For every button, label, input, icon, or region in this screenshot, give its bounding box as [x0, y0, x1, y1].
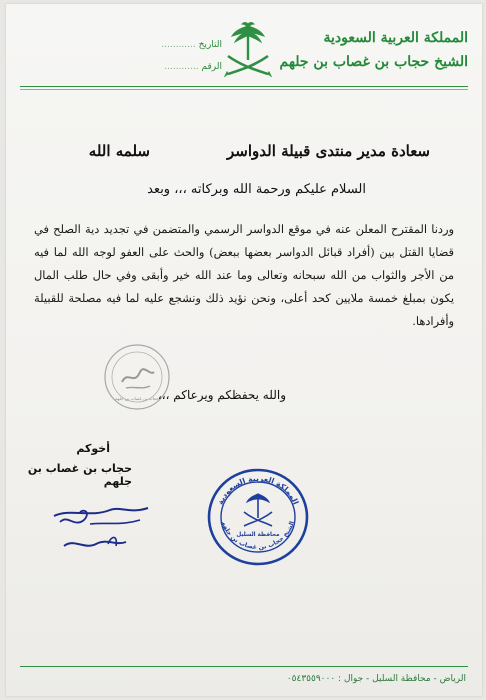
closing: والله يحفظكم ويرعاكم ،،،: [157, 388, 286, 402]
seal-inner-text: محافظة السليل: [236, 532, 280, 538]
sheikh-name: الشيخ حجاب بن غصاب بن جلهم: [279, 54, 468, 70]
saudi-emblem-icon: [218, 20, 278, 82]
date-label: التاريخ: [198, 40, 222, 50]
date-ref-block: [102, 40, 222, 84]
org-name: المملكة العربية السعودية: [323, 30, 468, 46]
signoff-line2: حجاب بن غصاب بن جلهم: [27, 462, 132, 488]
seal-outer-text: المملكة العربية السعودية: [215, 473, 301, 506]
greeting: السلام عليكم ورحمة الله وبركاته ،،، وبعد: [147, 182, 366, 197]
letter-page: [6, 4, 482, 696]
date-dots: ............: [161, 40, 196, 50]
seal-bottom-text: الشيخ حجاب بن غصاب بن جلهم: [219, 520, 296, 552]
round-stamp-text: حجاب بن غصاب بن جلهم: [114, 396, 160, 401]
footer-contact: الرياض - محافظة السليل - جوال : ٠٥٤٣٥٥٩٠٠٠: [286, 674, 466, 684]
ref-dots: ............: [164, 62, 199, 72]
header-divider: [20, 86, 468, 87]
seal-emblem-icon: [244, 494, 272, 526]
signoff-line1: أخوكم: [76, 442, 110, 455]
handwritten-signature: [50, 494, 160, 564]
official-seal: [206, 466, 310, 568]
footer-divider: [20, 666, 468, 667]
letter-body: وردنا المقترح المعلن عنه في موقع الدواسر الرسمي والمتضمن في تجديد دية الصلح في قضايا القتل بين (أفراد قبائل الدواسر بعضها ببعض) والحث على العفو لوجه الله لما فيه من الأجر والثواب من الله سبحانه وتعالى وما عند الله خير وأبقى وفي حال طلب المال يكون بمبلغ خمسة ملايين كحد أعلى، ونحن نؤيد ذلك ونشجع عليه لما فيه مصلحة للقبيلة وأفرادها.: [34, 222, 454, 328]
header-divider-thin: [20, 89, 468, 90]
salutation-end: سلمه الله: [88, 142, 150, 160]
recipient-line: سعادة مدير منتدى قبيلة الدواسر: [227, 142, 430, 160]
ref-label: الرقم: [201, 62, 222, 72]
